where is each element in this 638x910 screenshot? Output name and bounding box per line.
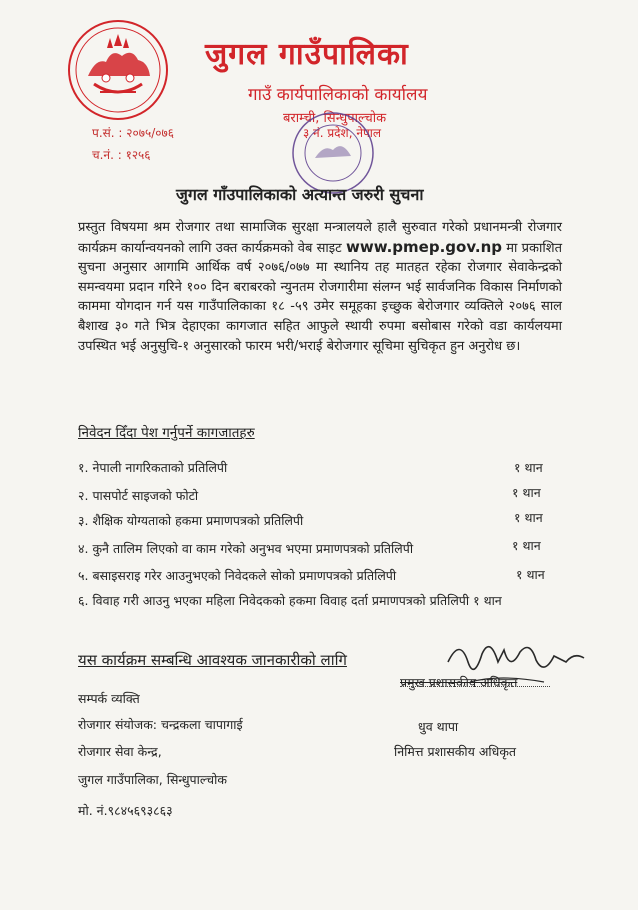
dispatch-number: च.नं. : १२५६ (92, 148, 151, 162)
document-item: १. नेपाली नागरिकताको प्रतिलिपी (78, 460, 228, 475)
notice-body-part1: प्रस्तुत विषयमा श्रम रोजगार तथा सामाजिक सुरक्षा मन्त्रालयले हालै सुरुवात गरेको प्रधानमन्त्री रोजगार कार्यक्रम कार्यान्वयनको लागि उक्त कार्यक्रमको वेब साइट (78, 220, 562, 256)
org-address: बराम्ची, सिन्धुपाल्चोक (283, 111, 387, 126)
officer-name: धुव थापा (418, 719, 459, 734)
government-emblem (66, 18, 170, 122)
document-qty: १ थान (514, 460, 543, 475)
org-subtitle: गाउँ कार्यपालिकाको कार्यालय (248, 85, 428, 105)
document-item: ५. बसाइसराइ गरेर आउनुभएको निवेदकले सोको प्रमाणपत्रको प्रतिलिपी (78, 568, 397, 583)
documents-heading: निवेदन दिँदा पेश गर्नुपर्ने कागजातहरु (78, 425, 255, 441)
signature (440, 632, 590, 702)
notice-body (78, 218, 562, 356)
contact-line: रोजगार संयोजक: चन्द्रकला चापागाई (78, 717, 243, 732)
org-province: ३ नं. प्रदेश, नेपाल (303, 126, 382, 140)
document-qty: १ थान (512, 485, 541, 500)
document-qty: १ थान (512, 538, 541, 553)
document-qty: १ थान (516, 567, 545, 582)
officer-role: निमित्त प्रशासकीय अधिकृत (394, 744, 517, 759)
reference-number: प.सं. : २०७५/०७६ (92, 126, 174, 140)
contact-heading: यस कार्यक्रम सम्बन्धि आवश्यक जानकारीको लागि (78, 651, 347, 669)
document-item: २. पासपोर्ट साइजको फोटो (78, 488, 199, 503)
contact-line: सम्पर्क व्यक्ति (78, 691, 140, 706)
org-title: जुगल गाउँपालिका (205, 37, 409, 72)
document-item: ६. विवाह गरी आउनु भएका महिला निवेदकको हकमा विवाह दर्ता प्रमाणपत्रको प्रतिलिपी १ थान (78, 593, 502, 608)
notice-title: जुगल गाँउपालिकाको अत्यान्त जरुरी सुचना (176, 185, 424, 204)
document-qty: १ थान (514, 510, 543, 525)
contact-line: रोजगार सेवा केन्द्र, (78, 744, 162, 759)
officer-title: प्रमुख प्रशासकीय अधिकृत (400, 675, 518, 690)
notice-body-part2: मा प्रकाशित सुचना अनुसार आगामि आर्थिक वर्ष २०७६/०७७ मा स्थानिय तह मातहत रहेका रोजगार सेवाकेन्द्रको समन्वयमा प्रदान गरिने १०० दिन बराबरको न्युनतम रोजगारीमा संलग्न भई सार्वजनिक विकास निर्माणको काममा योगदान गर्न यस गाउँपालिकाका १८ -५९ उमेर समूहका इच्छुक बेरोजगार व्यक्तिले २०७६ साल बैशाख ३० गते भित्र देहाएका कागजात सहित आफुले स्थायी रुपमा बसोबास गरेको वडा कार्यलयमा उपस्थित भई अनुसुचि-१ अनुसारको फारम भरी/भराई बेरोजगार सूचिमा सुचिकृत हुन अनुरोध छ। (78, 240, 562, 354)
contact-line: जुगल गाउँपालिका, सिन्धुपाल्चोक (78, 772, 227, 787)
signature-line (400, 686, 550, 687)
document-item: ४. कुनै तालिम लिएको वा काम गरेको अनुभव भएमा प्रमाणपत्रको प्रतिलिपी (78, 541, 414, 556)
website-link[interactable]: www.pmep.gov.np (345, 237, 502, 256)
contact-phone: मो. नं.९८४५६९३८६३ (78, 803, 173, 818)
document-item: ३. शैक्षिक योग्यताको हकमा प्रमाणपत्रको प्रतिलिपी (78, 513, 304, 528)
